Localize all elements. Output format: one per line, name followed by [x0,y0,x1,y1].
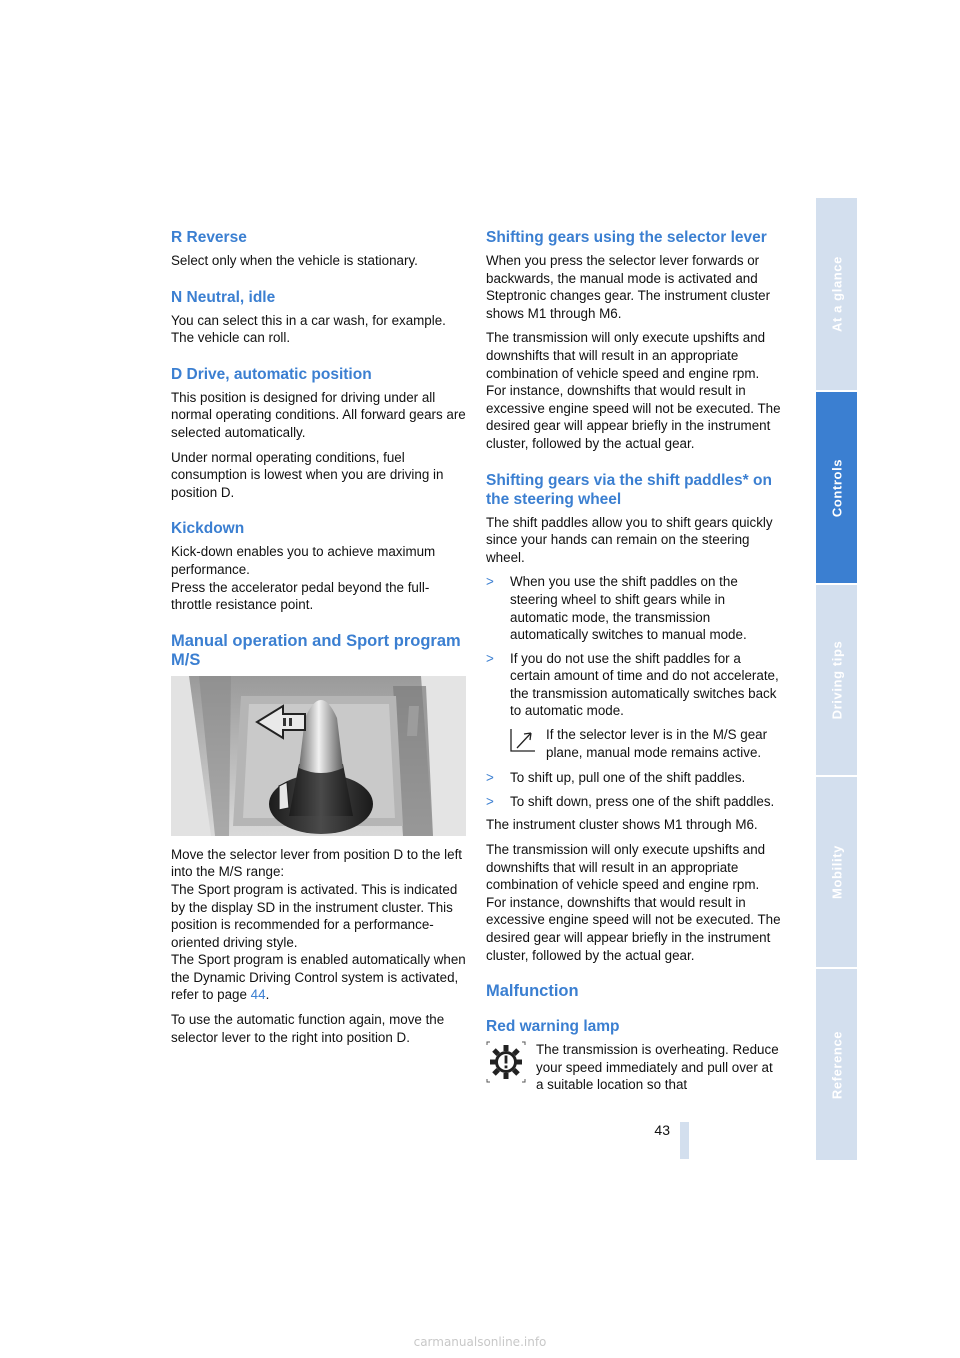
heading-selector-lever: Shifting gears using the selector lever [486,229,767,246]
selector-lever-photo [171,676,466,836]
bullet-marker: > [486,574,494,590]
drive-text-2: Under normal operating conditions, fuel consumption is lowest when you are driving in position D. [171,449,444,500]
heading-shift-paddles: Shifting gears via the shift paddles* on the steering wheel [486,471,772,508]
page-44-link[interactable]: 44 [250,987,266,1003]
kickdown-text [171,543,466,613]
left-column [171,228,466,1053]
chapter-tabs [816,198,857,1160]
heading-drive: D Drive, automatic position [171,365,372,383]
list-item: > To shift down, press one of the shift paddles. [486,793,775,809]
list-item: > If you do not use the shift paddles for a certain amount of time and do not accelerate, the transmission automatically switches back to automatic mode. [486,650,779,719]
heading-manual: Manual operation and Sport program M/S [171,631,461,669]
heading-neutral: N Neutral, idle [171,288,276,306]
paddles-list [486,573,781,720]
paddles-text-2: The instrument cluster shows M1 through M6. [486,817,758,833]
kickdown-text-2: Press the accelerator pedal beyond the full-throttle resistance point. [171,579,430,613]
manual-text-1 [171,846,466,1004]
page-number-bar [680,1122,689,1159]
right-column [486,228,781,1094]
page-number: 43 [654,1122,670,1138]
neutral-text: You can select this in a car wash, for example. The vehicle can roll. [171,312,446,346]
heading-reverse: R Reverse [171,229,247,246]
paddles-text-1: The shift paddles allow you to shift gears quickly since your hands can remain on the steering wheel. [486,514,773,565]
paddles-list-2 [486,769,781,810]
heading-red-warning-lamp: Red warning lamp [486,1018,620,1036]
warning-text: The transmission is overheating. Reduce your speed immediately and pull over at a suitable location so that [536,1042,779,1093]
bullet-marker: > [486,770,494,786]
tab-reference[interactable]: Reference [816,969,857,1160]
transmission-warning-icon [486,1041,526,1083]
paddles-text-3: The transmission will only execute upshifts and downshifts that will result in an appropriate combination of vehicle speed and engine rpm. For instance, downshifts that would result in excessive engine speed will not be executed. The desired gear will appear briefly in the instrument cluster, followed by the actual gear. [486,842,781,963]
heading-malfunction: Malfunction [486,982,579,1001]
warning-block [486,1041,781,1094]
manual-text-1b: The Sport program is activated. This is indicated by the display SD in the instrument cluster. This position is recommended for a performance-oriented driving style. [171,881,458,950]
selector-text-2: The transmission will only execute upshifts and downshifts that will result in an appropriate combination of vehicle speed and engine rpm. For instance, downshifts that would result in excessive engine speed will not be executed. The desired gear will appear briefly in the instrument cluster, followed by the actual gear. [486,330,781,451]
tab-controls[interactable]: Controls [816,392,857,583]
note-text: If the selector lever is in the M/S gear plane, manual mode remains active. [546,727,768,760]
bullet-marker: > [486,793,494,809]
list-item: > When you use the shift paddles on the steering wheel to shift gears while in automatic mode, the transmission automatically switches to manual mode. [486,574,747,643]
kickdown-text-1: Kick-down enables you to achieve maximum performance. [171,544,436,577]
reverse-text: Select only when the vehicle is stationary. [171,253,418,268]
heading-kickdown: Kickdown [171,520,245,538]
note-arrow-icon [510,728,536,752]
manual-text-1d: . [265,987,270,1003]
list-item: > To shift up, pull one of the shift paddles. [486,770,746,786]
note-block [486,726,781,761]
tab-at-a-glance[interactable]: At a glance [816,198,857,390]
selector-text-1: When you press the selector lever forwards or backwards, the manual mode is activated and Steptronic changes gear. The instrument cluster shows M1 through M6. [486,253,771,321]
drive-text-1: This position is designed for driving under all normal operating conditions. All forward gears are selected automatically. [171,389,466,440]
manual-text-2: To use the automatic function again, move the selector lever to the right into position D. [171,1012,445,1045]
tab-mobility[interactable]: Mobility [816,777,857,967]
tab-driving-tips[interactable]: Driving tips [816,585,857,775]
bullet-marker: > [486,650,494,666]
manual-text-1a: Move the selector lever from position D to the left into the M/S range: [171,846,463,880]
manual-text-1c: The Sport program is enabled automatically when the Dynamic Driving Control system is activated, refer to page [171,952,466,1003]
watermark: carmanualsonline.info [413,1335,547,1349]
